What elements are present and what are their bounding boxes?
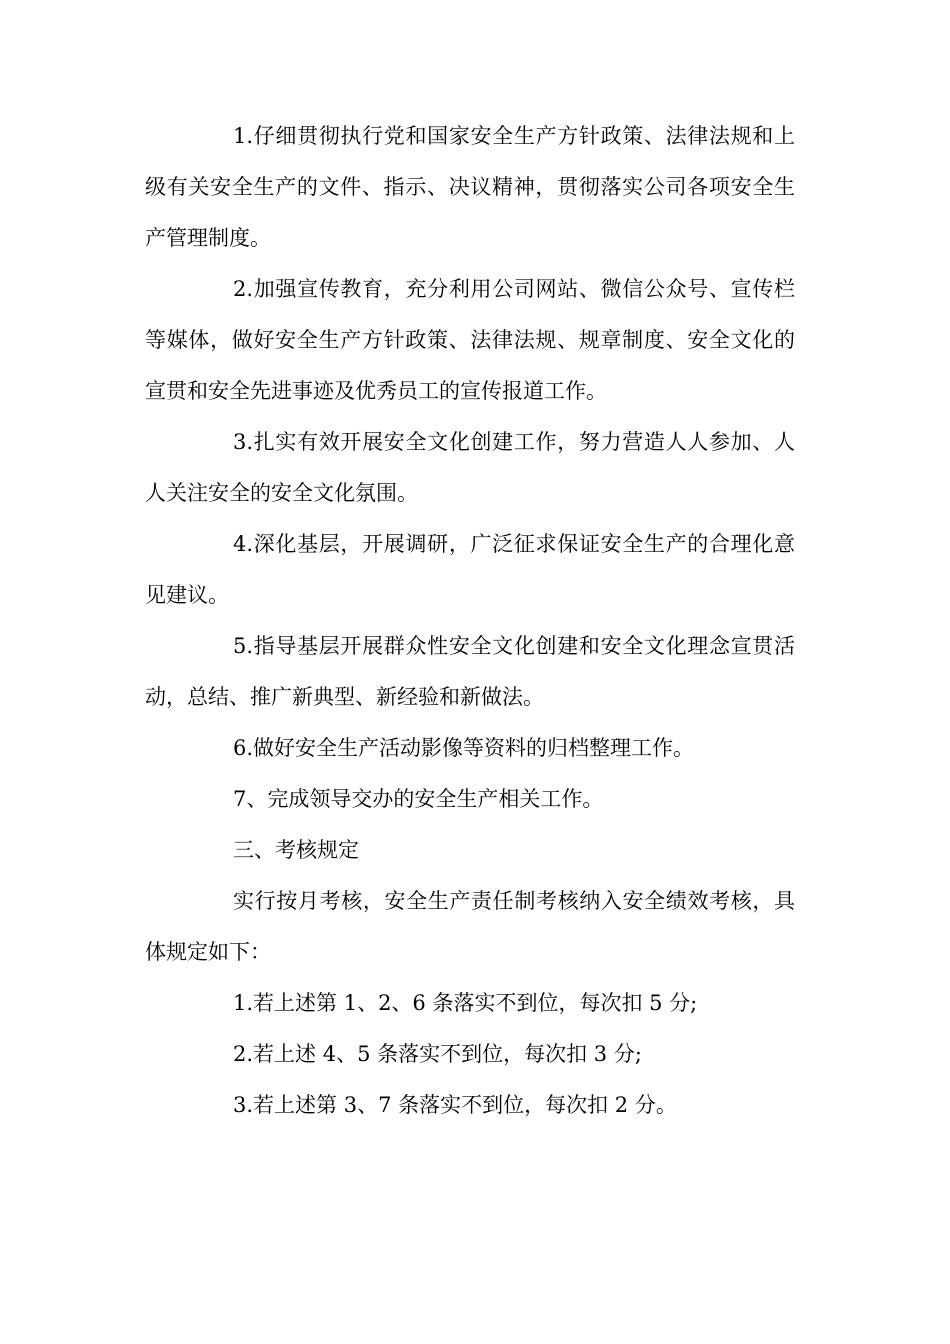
duty-item-3: 3.扎实有效开展安全文化创建工作，努力营造人人参加、人人关注安全的安全文化氛围。 — [145, 430, 795, 505]
duty-item-4: 4.深化基层，开展调研，广泛征求保证安全生产的合理化意见建议。 — [145, 532, 795, 607]
duty-item-5: 5.指导基层开展群众性安全文化创建和安全文化理念宣贯活动，总结、推广新典型、新经验和新做法。 — [145, 634, 795, 709]
duty-item-7: 7、完成领导交办的安全生产相关工作。 — [233, 787, 604, 811]
duty-item-6: 6.做好安全生产活动影像等资料的归档整理工作。 — [233, 736, 695, 760]
assessment-rule-1: 1.若上述第 1、2、6 条落实不到位，每次扣 5 分; — [233, 991, 698, 1015]
assessment-intro: 实行按月考核，安全生产责任制考核纳入安全绩效考核，具体规定如下： — [145, 889, 795, 964]
duty-item-1: 1.仔细贯彻执行党和国家安全生产方针政策、法律法规和上级有关安全生产的文件、指示、决议精神，贯彻落实公司各项安全生产管理制度。 — [145, 124, 795, 250]
assessment-rule-2: 2.若上述 4、5 条落实不到位，每次扣 3 分; — [233, 1042, 642, 1066]
assessment-rule-3: 3.若上述第 3、7 条落实不到位，每次扣 2 分。 — [233, 1093, 677, 1117]
duty-item-2: 2.加强宣传教育，充分利用公司网站、微信公众号、宣传栏等媒体，做好安全生产方针政策、法律法规、规章制度、安全文化的宣贯和安全先进事迹及优秀员工的宣传报道工作。 — [145, 277, 795, 403]
document-body — [145, 111, 795, 1131]
section-heading-assessment: 三、考核规定 — [233, 838, 359, 862]
